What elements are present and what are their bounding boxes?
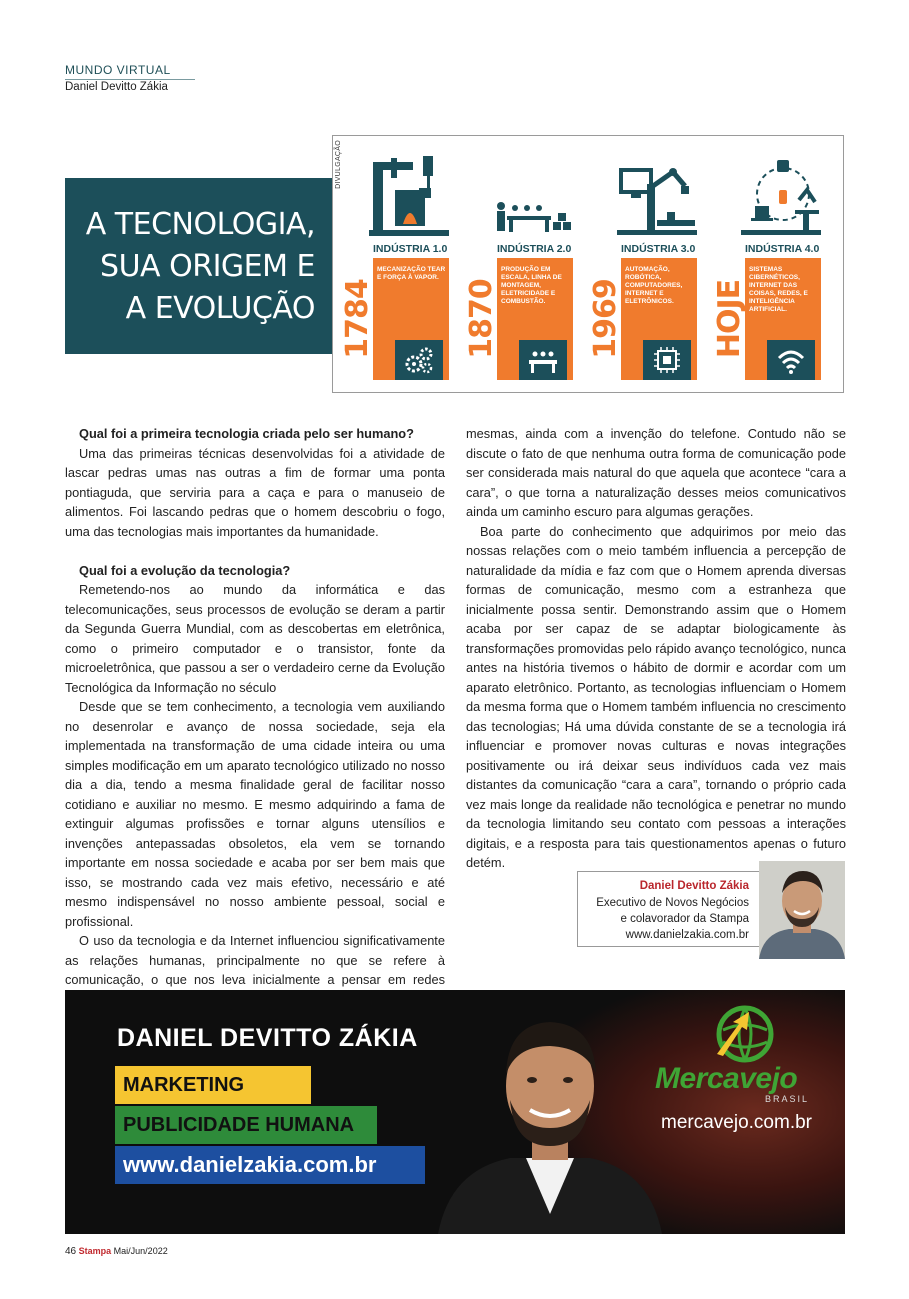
banner-name: DANIEL DEVITTO ZÁKIA [117,1024,418,1052]
question-heading: Qual foi a evolução da tecnologia? [79,562,291,578]
stage-card [621,258,697,380]
globe-logo-icon [709,1002,777,1064]
title-line: SUA ORIGEM E [100,249,315,284]
paragraph: O uso da tecnologia e da Internet influenciou significativamente as relações humanas, principalmente no que se refere à comunicação, o que nos leva inicialmente a pensar em redes [65,933,445,987]
paragraph: Uma das primeiras técnicas desenvolvidas foi a atividade de lascar pedras umas nas outras a fim de formar uma ponta pontiaguda, que serviria para a caça e para o manuseio de alimentos. Foi lascando pedras que o homem descobriu o fogo, uma das tecnologias mais importantes da humanidade. [65,445,445,539]
stage-title: INDÚSTRIA 2.0 [497,243,572,255]
stage-description: MECANIZAÇÃO TEAR E FORÇA À VAPOR. [377,266,446,281]
page-footer [65,1246,168,1257]
brand-logo-sub: BRASIL [765,1094,810,1104]
section-label: MUNDO VIRTUAL [65,63,171,77]
tag-publicidade: PUBLICIDADE HUMANA [115,1106,377,1144]
section-divider [65,79,195,80]
question-heading: Qual foi a primeira tecnologia criada pelo ser humano? [79,426,414,441]
bio-role: Executivo de Novos Negócios [596,897,749,909]
industry-timeline-infographic [332,135,844,393]
stage-card [497,258,573,380]
stage-industry-4 [711,136,835,392]
gears-icon [395,340,443,380]
bio-name: Daniel Devitto Zákia [639,880,749,892]
advertisement-banner [65,990,845,1234]
stage-year [465,258,499,380]
stage-year [589,258,623,380]
issue-date: Mai/Jun/2022 [113,1246,168,1256]
year-label: 1969 [588,279,623,359]
paragraph: Desde que se tem conhecimento, a tecnologia vem auxiliando no desenrolar e avanço de nossa sociedade, seja ela implementada na transformação de uma cidade inteira ou uma simples modificação em um aparato tecnológico utilizado no nosso dia a dia, tendo a mesma finalidade geral de facilitar nosso cotidiano e auxiliar no mesmo. E mesmo adquirindo a fama de extinguir algumas profissões e tornar alguns utensílios e invenções antepassadas obsoletos, ela vem se tornando importante em nossa sociedade e acaba por ser bem mais que isso, se mostrando cada vez mais efetivo, necessário e até mesmo indispensável no nosso ambiente pessoal, social e profissional. [65,699,445,929]
article-column-left [65,424,445,1029]
brand-url[interactable]: mercavejo.com.br [661,1112,812,1133]
bio-role-2: e colavorador da Stampa [620,913,749,925]
assembly-line-icon [493,150,573,242]
robot-arm-icon [617,150,697,242]
chip-icon [643,340,691,380]
paragraph: Remetendo-nos ao mundo da informática e das telecomunicações, seus processos de evolução se deram a partir da Segunda Guerra Mundial, com as descobertas em eletrônica, como o primeiro computador e o transistor, fonte da microeletrônica, que passou a ser o verdadeiro cerne da Evolução Tecnológica da Informação no século [65,582,445,695]
stage-description: AUTOMAÇÃO, ROBÓTICA, COMPUTADORES, INTERNET E ELETRÔNICOS. [625,266,683,305]
stage-card [745,258,821,380]
stage-industry-1 [339,136,463,392]
stage-description: PRODUÇÃO EM ESCALA, LINHA DE MONTAGEM, ELETRICIDADE E COMBUSTÃO. [501,266,562,305]
stage-year [341,258,375,380]
connected-devices-icon [741,150,821,242]
paragraph: mesmas, ainda com a invenção do telefone. Contudo não se discute o fato de que nenhuma outra forma de comunicação pode ser considerada mais natural do que aquela que acontece “cara a cara”, o que torna a naturalização desses meios comunicativos ainda um caminho escuro para algumas gerações. [466,426,846,519]
byline: Daniel Devitto Zákia [65,81,168,93]
stage-title: INDÚSTRIA 1.0 [373,243,448,255]
year-label: HOJE [712,279,747,359]
author-bio-box [577,871,759,947]
stage-description: SISTEMAS CIBERNÉTICOS, INTERNET DAS COISAS, REDES, E INTELIGÊNCIA ARTIFICIAL. [749,266,808,313]
stage-industry-3 [587,136,711,392]
title-line: A EVOLUÇÃO [125,291,315,326]
wifi-icon [767,340,815,380]
bio-website[interactable]: www.danielzakia.com.br [625,929,749,941]
year-label: 1784 [340,279,375,359]
banner-url[interactable]: www.danielzakia.com.br [115,1146,425,1184]
stage-title: INDÚSTRIA 3.0 [621,243,696,255]
stage-year [713,258,747,380]
stage-industry-2 [463,136,587,392]
page-title [86,204,315,330]
paragraph: Boa parte do conhecimento que adquirimos por meio das nossas relações com o meio também influencia a percepção de naturalidade da mídia e faz com que o Homem aprenda diversas formas de comunicação, mesmo com a estranheza que inicialmente possa sentir. Demonstrando assim que o Homem acaba por ser capaz de se adaptar biologicamente às transformações promovidas pelo rápido avanço tecnológico, nunca antes na história tivemos o hábito de dormir e acordar com um aparato eletrônico. Portanto, as tecnologias influenciam o Homem da mesma forma que o Homem também influencia no crescimento das tecnologias; Há uma dúvida constante de se a tecnologia irá influenciar e promover novas culturas e novas integrações positivamente ou irá deixar seus indivíduos cada vez mais distantes da comunicação “cara a cara”, tornando o próprio cada vez mais longe da realidade não tecnológica e penetrar no mundo da tecnologia limitando seu contato com pessoas a interações digitais, e a resposta para tais questionamentos apenas o futuro detém. [466,523,846,870]
stage-card [373,258,449,380]
year-label: 1870 [464,279,499,359]
article-column-right [466,424,846,873]
stage-title: INDÚSTRIA 4.0 [745,243,820,255]
title-box [65,178,333,354]
factory-icon [369,150,449,242]
conveyor-icon [519,340,567,380]
person-photo [430,1000,670,1234]
page-number: 46 [65,1246,77,1257]
title-line: A TECNOLOGIA, [85,207,315,242]
photo-credit: DIVULGAÇÃO [335,140,342,189]
magazine-brand: Stampa [78,1246,112,1256]
tag-marketing: MARKETING [115,1066,311,1104]
author-photo [759,861,845,959]
brand-logo: Mercavejo [655,1062,798,1095]
